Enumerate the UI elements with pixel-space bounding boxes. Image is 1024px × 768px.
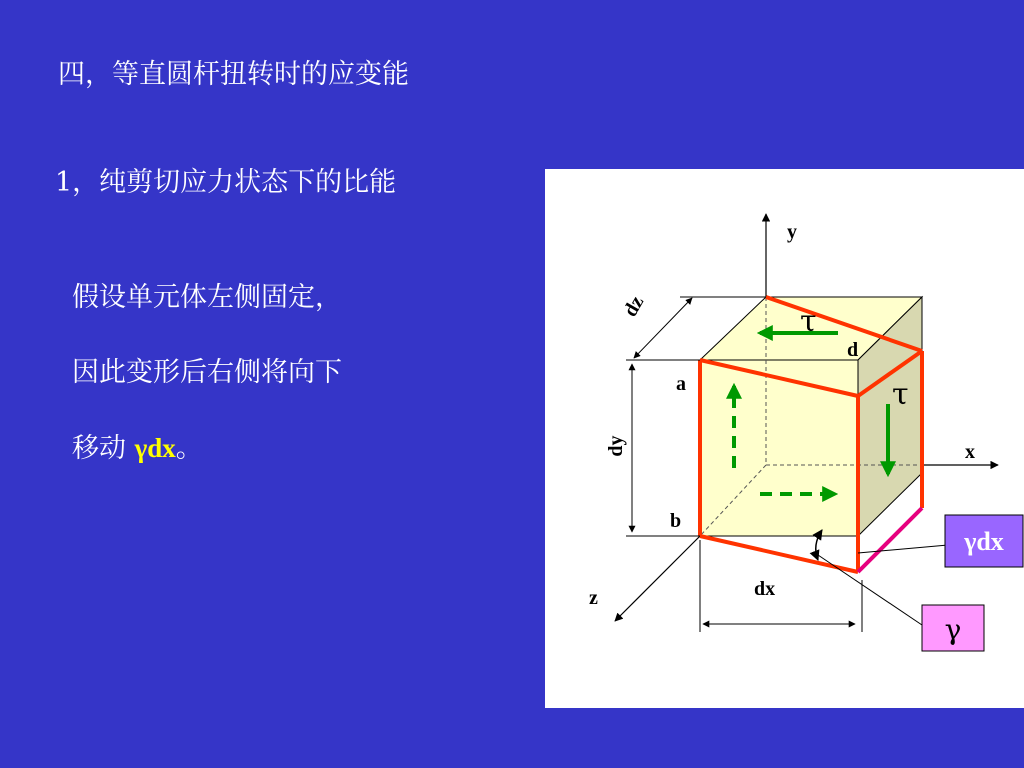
dx-label: dx (754, 578, 776, 600)
section-heading: 1，纯剪切应力状态下的比能 (55, 167, 397, 198)
y-axis-label: y (787, 221, 797, 243)
shear-element-figure (545, 169, 1024, 708)
shear-element-diagram (545, 169, 1024, 708)
tau-right-label: τ (892, 377, 909, 412)
cube-front-face (700, 360, 858, 536)
body-text-line-3 (72, 426, 203, 465)
body-text-line-2: 因此变形后右侧将向下 (72, 357, 342, 388)
gamma-dx-highlight: γdx (134, 433, 176, 463)
slide-title: 四，等直圆杆扭转时的应变能 (58, 59, 409, 90)
z-axis-label: z (589, 587, 598, 609)
deformed-edge-bottom (700, 536, 858, 572)
dy-label: dy (605, 435, 627, 457)
body-text-line-3-suffix: 。 (175, 433, 203, 464)
corner-d-label: d (847, 339, 859, 361)
dz-label: dz (619, 292, 649, 321)
z-axis (615, 536, 700, 621)
body-text-line-3-prefix: 移动 (72, 433, 135, 464)
corner-a-label: a (676, 373, 686, 395)
corner-b-label: b (670, 510, 682, 532)
gamma-dx-leader (858, 545, 948, 553)
gamma-leader (818, 555, 922, 625)
gamma-box-label: γ (944, 613, 962, 646)
gamma-dx-box-label: γdx (964, 527, 1004, 556)
x-axis-label: x (965, 441, 975, 463)
tau-top-label: τ (800, 304, 817, 339)
body-text-line-1: 假设单元体左侧固定， (72, 282, 342, 313)
